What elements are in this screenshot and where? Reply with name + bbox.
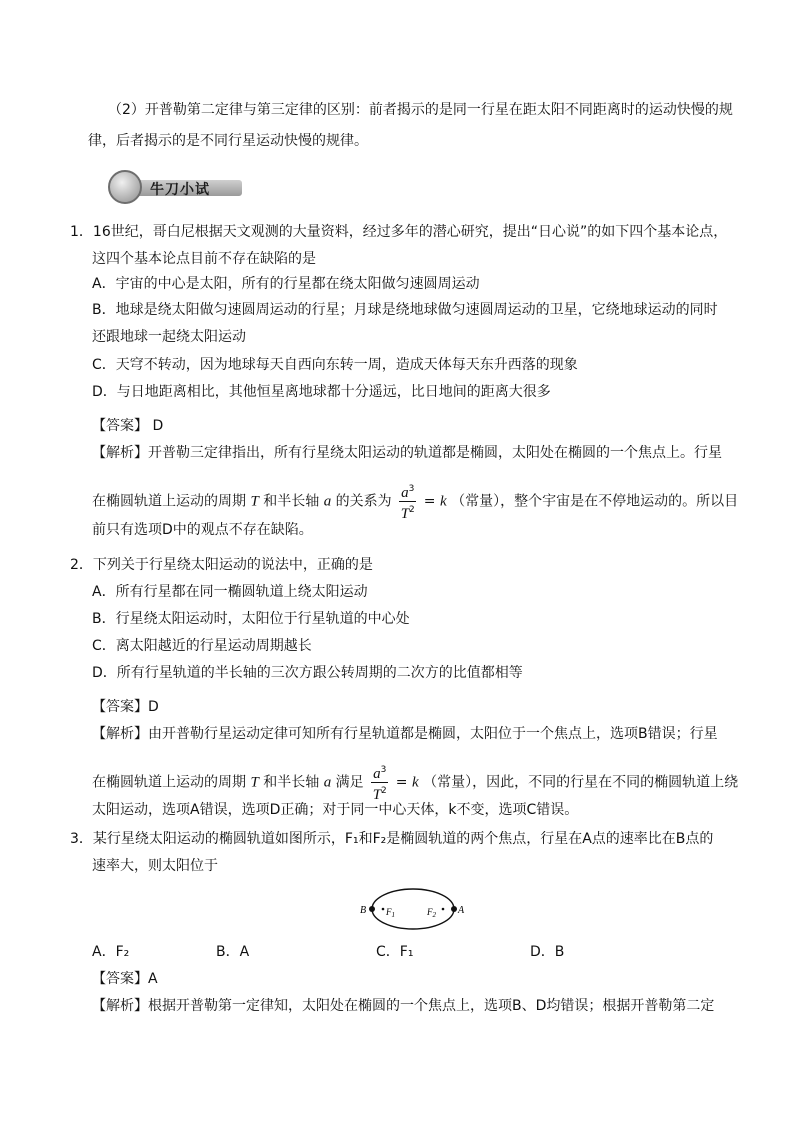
q3-option-a: A．F₂ — [92, 944, 130, 960]
q3-stem-line-1: 3．某行星绕太阳运动的椭圆轨道如图所示，F₁和F₂是椭圆轨道的两个焦点，行星在A点的速率比在B点的 — [70, 831, 714, 847]
focus-f1-dot — [382, 908, 385, 911]
q2-option-c: C．离太阳越近的行星运动周期越长 — [92, 638, 312, 654]
label-f2: $F_2$ — [427, 907, 436, 919]
q1-stem-line-2: 这四个基本论点目前不存在缺陷的是 — [92, 251, 316, 267]
q2-option-b: B．行星绕太阳运动时，太阳位于行星轨道的中心处 — [92, 611, 410, 627]
q1-explanation-line-2: 在椭圆轨道上运动的周期 T 和半长轴 a 的关系为 $\frac{a^3}{T^2}$ = k （常量），整个宇宙是在不停地运动的。所以目 — [92, 481, 738, 522]
q1-option-a: A．宇宙的中心是太阳，所有的行星都在绕太阳做匀速圆周运动 — [92, 276, 480, 292]
q1-option-b-line-2: 还跟地球一起绕太阳运动 — [92, 329, 246, 345]
q3-option-c: C．F₁ — [376, 944, 414, 960]
q1-option-d: D．与日地距离相比，其他恒星离地球都十分遥远，比日地间的距离大很多 — [92, 384, 551, 400]
ellipse-orbit-figure — [358, 886, 468, 932]
q3-answer: 【答案】A — [92, 971, 158, 987]
q2-explanation-line-2: 在椭圆轨道上运动的周期 T 和半长轴 a 满足 $\frac{a^3}{T^2}$ = k （常量），因此，不同的行星在不同的椭圆轨道上绕 — [92, 762, 738, 803]
math-constant-k: k — [439, 493, 447, 510]
q3-explanation-line-1: 【解析】根据开普勒第一定律知，太阳处在椭圆的一个焦点上，选项B、D均错误；根据开普勒第二定 — [92, 998, 715, 1014]
q2-stem: 2．下列关于行星绕太阳运动的说法中，正确的是 — [70, 557, 373, 573]
intro-line-2: 律，后者揭示的是不同行星运动快慢的规律。 — [88, 133, 368, 149]
q2-option-a: A．所有行星都在同一椭圆轨道上绕太阳运动 — [92, 584, 368, 600]
label-a: A — [458, 905, 465, 916]
point-a-dot — [451, 906, 457, 912]
q3-option-b: B．A — [216, 944, 250, 960]
section-banner — [104, 168, 244, 204]
q3-stem-line-2: 速率大，则太阳位于 — [92, 858, 218, 874]
kepler-fraction: $\frac{a^3}{T^2}$ — [399, 481, 416, 522]
banner-emblem-icon — [108, 170, 142, 204]
q1-option-b-line-1: B．地球是绕太阳做匀速圆周运动的行星；月球是绕地球做匀速圆周运动的卫星，它绕地球运动的同时 — [92, 302, 718, 318]
q1-stem-line-1: 1．16世纪，哥白尼根据天文观测的大量资料，经过多年的潜心研究，提出“日心说”的如下四个基本论点， — [70, 224, 728, 240]
q2-answer: 【答案】D — [92, 699, 159, 715]
math-period-T: T — [250, 493, 259, 510]
q2-explanation-line-1: 【解析】由开普勒行星运动定律可知所有行星轨道都是椭圆，太阳位于一个焦点上，选项B错误；行星 — [92, 726, 718, 742]
focus-f2-dot — [442, 908, 445, 911]
intro-line-1: （2）开普勒第二定律与第三定律的区别：前者揭示的是同一行星在距太阳不同距离时的运动快慢的规 — [108, 102, 733, 118]
q2-explanation-line-3: 太阳运动，选项A错误，选项D正确；对于同一中心天体，k不变，选项C错误。 — [92, 802, 579, 818]
kepler-fraction-q2: $\frac{a^3}{T^2}$ — [371, 762, 388, 803]
q1-explanation-line-3: 前只有选项D中的观点不存在缺陷。 — [92, 522, 313, 538]
q1-option-c: C．天穹不转动，因为地球每天自西向东转一周，造成天体每天东升西落的现象 — [92, 357, 578, 373]
point-b-dot — [369, 906, 375, 912]
math-semi-major-a: a — [323, 493, 332, 510]
label-f1: $F_1$ — [386, 907, 395, 919]
q2-option-d: D．所有行星轨道的半长轴的三次方跟公转周期的二次方的比值都相等 — [92, 665, 523, 681]
q1-answer: 【答案】 D — [92, 418, 164, 434]
banner-label: 牛刀小试 — [150, 182, 210, 198]
q1-explanation-line-1: 【解析】开普勒三定律指出，所有行星绕太阳运动的轨道都是椭圆，太阳处在椭圆的一个焦点上。行星 — [92, 445, 722, 461]
q3-option-d: D．B — [530, 944, 565, 960]
label-b: B — [360, 905, 367, 916]
